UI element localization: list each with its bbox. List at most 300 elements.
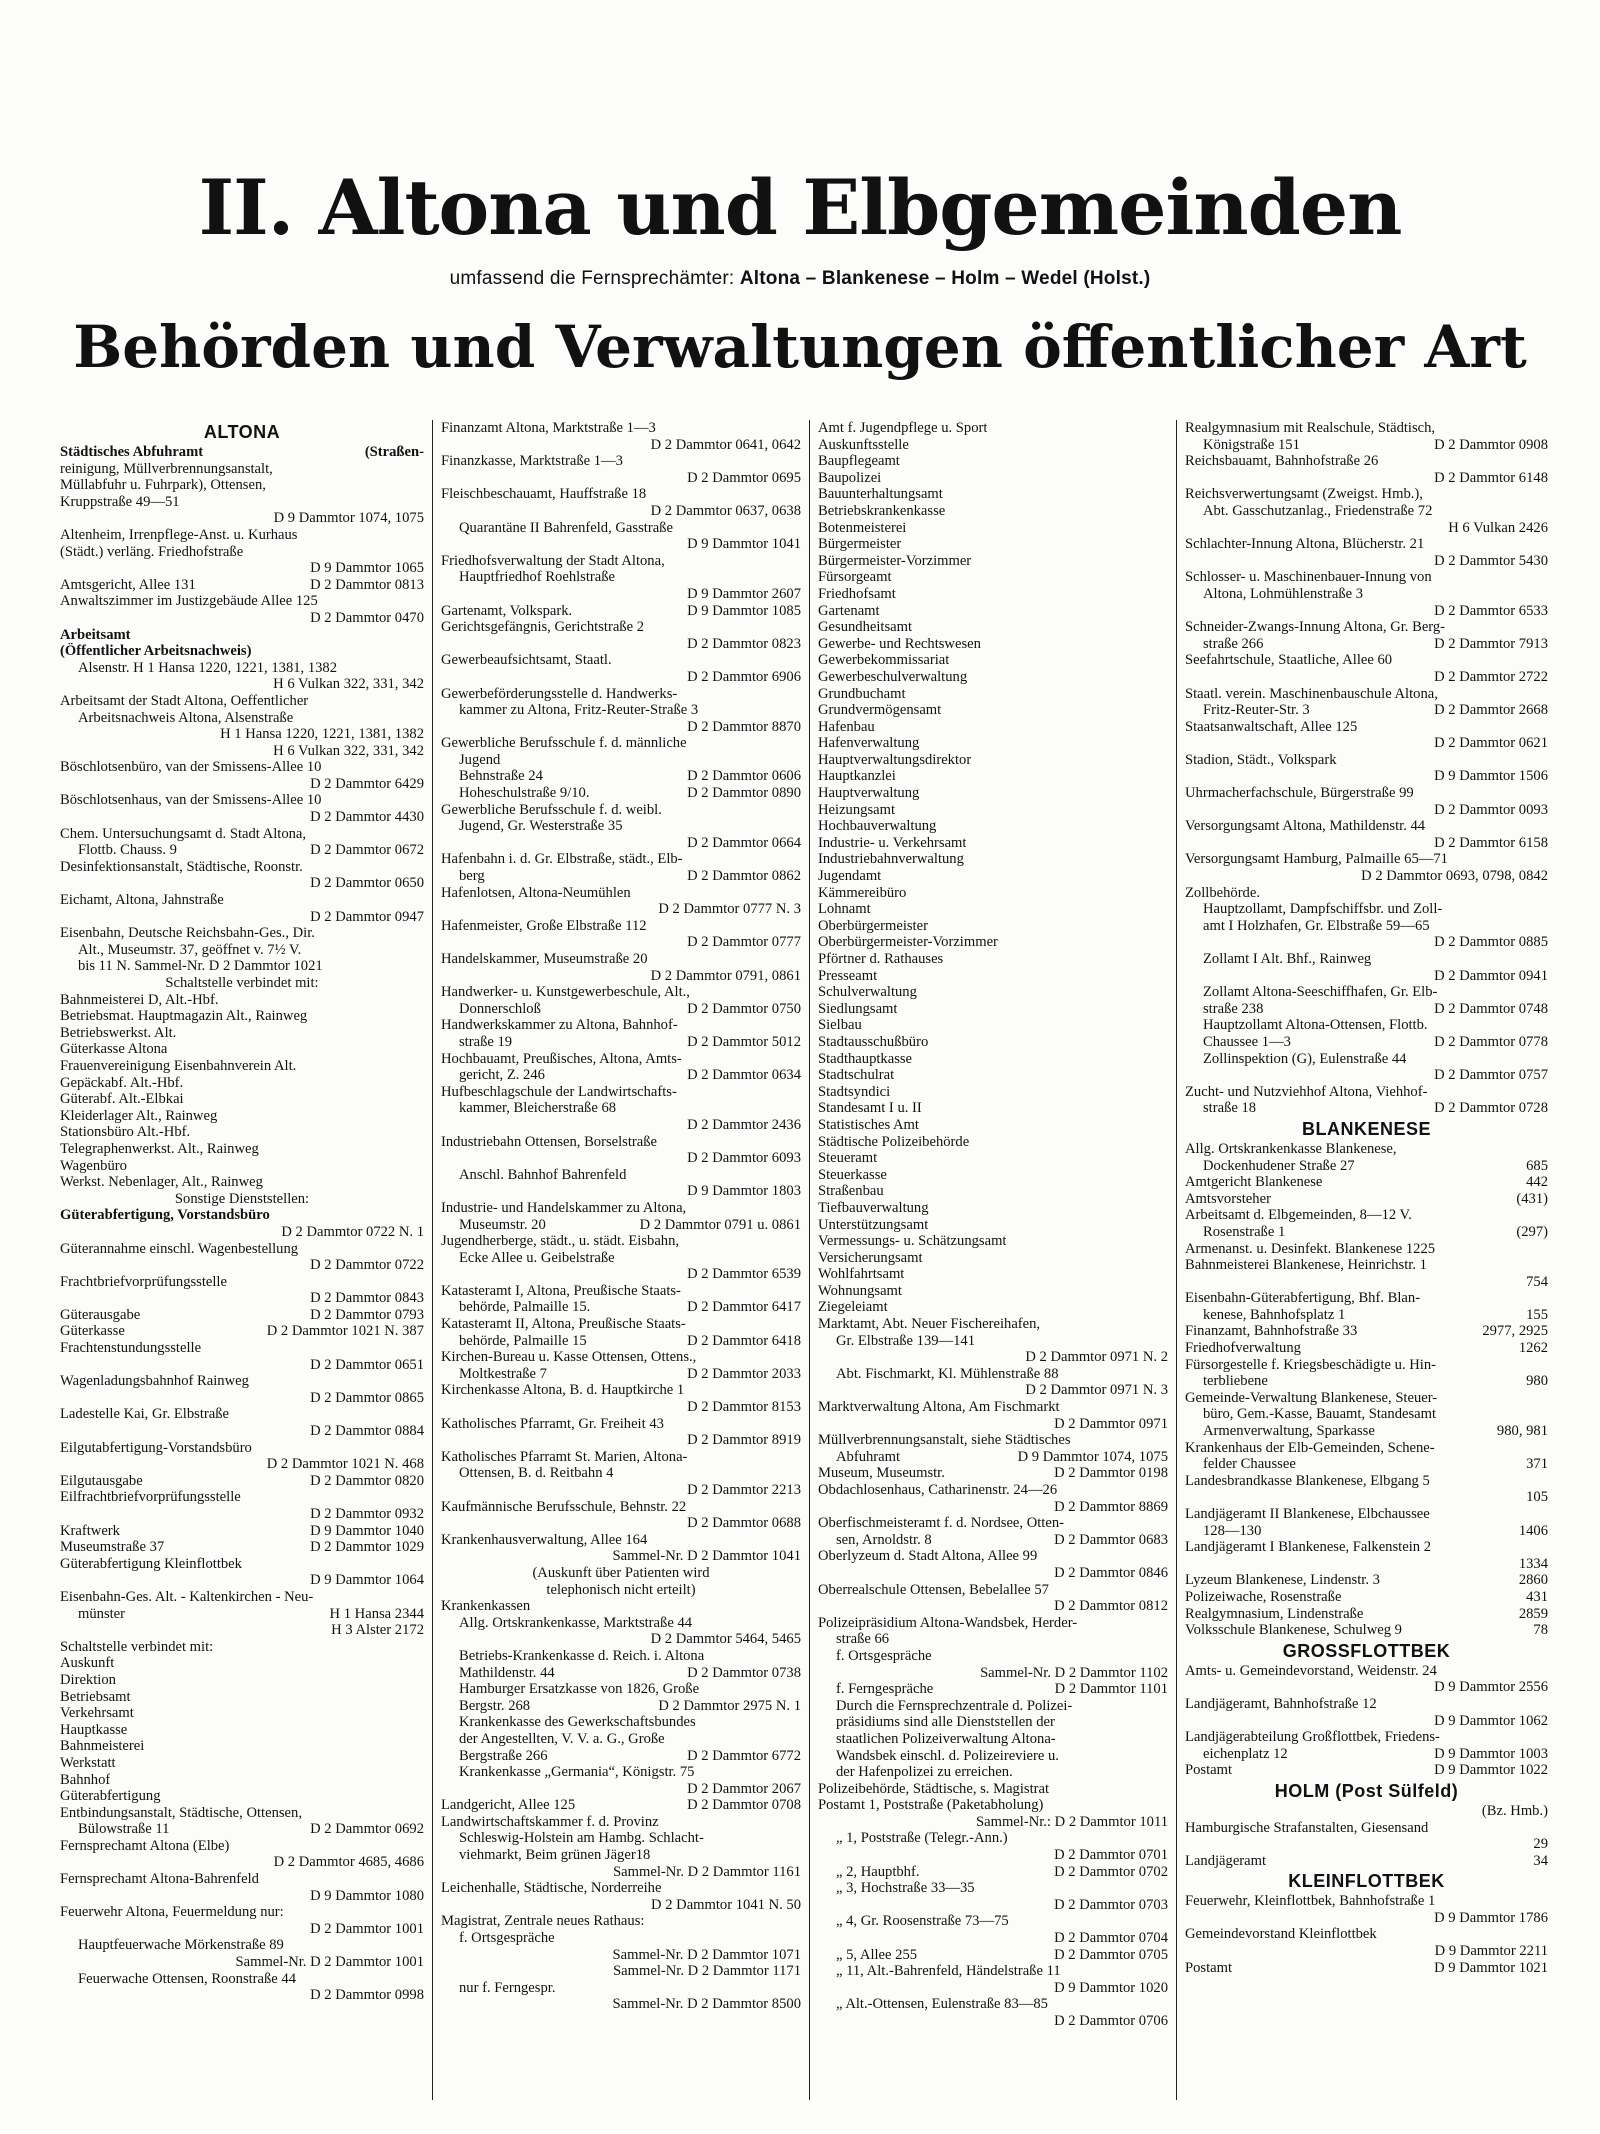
directory-entry: [1185, 1893, 1548, 1910]
directory-entry: [818, 1913, 1168, 1930]
entry-text: Katholisches Pfarramt St. Marien, Altona-: [441, 1448, 688, 1465]
entry-text: „ 1, Poststraße (Telegr.-Ann.): [836, 1830, 1008, 1847]
directory-entry: [441, 768, 801, 785]
directory-entry: [60, 693, 424, 710]
directory-entry: [1185, 752, 1548, 769]
entry-text: Hafenlotsen, Altona-Neumühlen: [441, 884, 631, 901]
entry-text: Ecke Allee u. Geibelstraße: [459, 1249, 615, 1266]
directory-entry: [1185, 984, 1548, 1001]
directory-entry: [441, 1399, 801, 1416]
entry-number: 980: [1526, 1373, 1548, 1390]
entry-text: nur f. Ferngespr.: [459, 1979, 556, 1996]
section-header: [1185, 1870, 1548, 1892]
entry-text: D 2 Dammtor 0701: [1054, 1847, 1168, 1864]
directory-entry: [60, 477, 424, 494]
directory-entry: [818, 984, 1168, 1001]
directory-entry: [818, 1366, 1168, 1383]
directory-entry: [818, 1200, 1168, 1217]
entry-number: 371: [1526, 1456, 1548, 1473]
directory-entry: [441, 1631, 801, 1648]
entry-text: Arbeitsamt: [60, 626, 131, 643]
directory-entry: [60, 593, 424, 610]
entry-text: Chaussee 1—3: [1203, 1033, 1291, 1050]
directory-entry: [60, 1207, 424, 1224]
entry-text: D 2 Dammtor 6539: [687, 1266, 801, 1283]
entry-text: D 2 Dammtor 0932: [310, 1506, 424, 1522]
entry-text: Gewerbliche Berufsschule f. d. weibl.: [441, 801, 662, 818]
entry-text: Finanzamt Altona, Marktstraße 1—3: [441, 420, 656, 436]
directory-entry: [60, 1390, 424, 1407]
directory-entry: [818, 569, 1168, 586]
directory-entry: [60, 1838, 424, 1855]
directory-column-1: [58, 420, 432, 2100]
directory-entry: [818, 868, 1168, 885]
entry-text: staatlichen Polizeiverwaltung Altona-: [836, 1730, 1056, 1747]
entry-text: Müllabfuhr u. Fuhrpark), Ottensen,: [60, 477, 266, 494]
entry-text: Heizungsamt: [818, 801, 896, 818]
entry-text: Gemeindevorstand Kleinflottbek: [1185, 1926, 1377, 1943]
entry-text: sen, Arnoldstr. 8: [836, 1531, 932, 1548]
entry-text: Betriebswerkst. Alt.: [60, 1024, 177, 1041]
entry-number: D 2 Dammtor 0606: [687, 768, 801, 785]
directory-entry: [818, 586, 1168, 603]
directory-entry: [441, 1100, 801, 1117]
directory-entry: [1185, 1960, 1548, 1977]
entry-text: Postamt: [1185, 1762, 1233, 1779]
entry-text: D 9 Dammtor 1020: [1054, 1979, 1168, 1996]
directory-entry: [441, 868, 801, 885]
directory-entry: [1185, 1572, 1548, 1589]
directory-entry: [818, 835, 1168, 852]
entry-text: Lohnamt: [818, 901, 871, 918]
directory-entry: [1185, 553, 1548, 570]
directory-entry: [818, 1217, 1168, 1234]
entry-text: behörde, Palmaille 15: [459, 1332, 587, 1349]
entry-text: Grundbuchamt: [818, 685, 906, 702]
directory-entry: [60, 726, 424, 743]
directory-entry: [441, 851, 801, 868]
entry-number: D 2 Dammtor 6772: [687, 1747, 801, 1764]
directory-entry: [441, 818, 801, 835]
entry-text: Güterausgabe: [60, 1306, 141, 1323]
directory-entry: [818, 453, 1168, 470]
directory-entry: [441, 1648, 801, 1665]
directory-entry: [441, 1963, 801, 1980]
entry-text: Versicherungsamt: [818, 1249, 923, 1266]
entry-text: straße 266: [1203, 635, 1264, 652]
directory-entry: [818, 1416, 1168, 1433]
entry-text: Gewerbe- und Rechtswesen: [818, 635, 981, 652]
directory-entry: [60, 1158, 424, 1175]
entry-text: Betriebsamt: [60, 1688, 131, 1705]
entry-text: straße 19: [459, 1033, 513, 1050]
entry-text: 1334: [1518, 1555, 1548, 1572]
directory-entry: [1185, 1017, 1548, 1034]
entry-text: D 2 Dammtor 8870: [687, 718, 801, 735]
entry-text: D 2 Dammtor 0695: [687, 469, 801, 486]
directory-entry: [441, 1134, 801, 1151]
section-header: [1185, 1640, 1548, 1662]
directory-entry: [60, 610, 424, 627]
directory-entry: [818, 1996, 1168, 2013]
entry-text: Postamt 1, Poststraße (Paketabholung): [818, 1797, 1044, 1814]
directory-entry: [60, 1025, 424, 1042]
entry-text: Quarantäne II Bahrenfeld, Gasstraße: [459, 519, 673, 536]
entry-number: (Straßen-: [364, 444, 424, 460]
directory-entry: [60, 1622, 424, 1639]
directory-entry: [441, 1582, 801, 1599]
directory-entry: [818, 1316, 1168, 1333]
entry-text: Realgymnasium, Lindenstraße: [1185, 1605, 1364, 1622]
entry-text: Kämmereibüro: [818, 884, 907, 901]
entry-text: H 6 Vulkan 2426: [1448, 519, 1548, 536]
entry-text: Hauptkasse: [60, 1721, 128, 1738]
directory-entry: [818, 752, 1168, 769]
entry-number: D 2 Dammtor 0738: [687, 1664, 801, 1681]
entry-text: Staatl. verein. Maschinenbauschule Altona,: [1185, 685, 1438, 702]
entry-text: Handelskammer, Museumstraße 20: [441, 951, 648, 967]
entry-text: Kruppstraße 49—51: [60, 493, 180, 510]
entry-text: Schaltstelle verbindet mit:: [165, 975, 319, 991]
entry-text: Pförtner d. Rathauses: [818, 951, 944, 967]
entry-text: D 2 Dammtor 0884: [310, 1423, 424, 1440]
directory-entry: [818, 1864, 1168, 1881]
entry-text: Baupflegeamt: [818, 453, 900, 470]
entry-text: Entbindungsanstalt, Städtische, Ottensen,: [60, 1804, 302, 1821]
entry-text: Sammel-Nr. D 2 Dammtor 8500: [612, 1996, 801, 2013]
entry-text: Rosenstraße 1: [1203, 1223, 1286, 1240]
directory-entry: [441, 1897, 801, 1914]
entry-text: berg: [459, 868, 485, 885]
entry-text: Museum, Museumstr.: [818, 1465, 945, 1482]
directory-entry: [818, 536, 1168, 553]
directory-entry: [60, 461, 424, 478]
directory-entry: [818, 1233, 1168, 1250]
entry-text: Königstraße 151: [1203, 436, 1300, 453]
entry-text: D 2 Dammtor 4430: [310, 809, 424, 826]
entry-text: Amtgericht Blankenese: [1185, 1174, 1323, 1191]
directory-entry: [441, 1532, 801, 1549]
directory-entry: [441, 1034, 801, 1051]
entry-text: Reichsverwertungsamt (Zweigst. Hmb.),: [1185, 486, 1423, 503]
directory-entry: [818, 1482, 1168, 1499]
directory-entry: [441, 984, 801, 1001]
entry-text: Kleiderlager Alt., Rainweg: [60, 1107, 218, 1124]
entry-number: D 2 Dammtor 0820: [310, 1472, 424, 1489]
directory-entry: [1185, 1836, 1548, 1853]
directory-entry: [818, 1084, 1168, 1101]
entry-text: Güterkasse: [60, 1323, 125, 1340]
entry-text: Ladestelle Kai, Gr. Elbstraße: [60, 1406, 229, 1423]
directory-entry: [818, 636, 1168, 653]
entry-text: Jugendamt: [818, 868, 882, 885]
directory-entry: [1185, 1926, 1548, 1943]
directory-column-4: [1176, 420, 1550, 2100]
directory-entry: [818, 1930, 1168, 1947]
directory-entry: [818, 1598, 1168, 1615]
directory-entry: [441, 1017, 801, 1034]
directory-entry: [441, 1150, 801, 1167]
entry-text: Güterkasse Altona: [60, 1041, 168, 1058]
page-title: II. Altona und Elbgemeinden: [198, 163, 1402, 252]
directory-entry: [60, 975, 424, 992]
directory-entry: [818, 1034, 1168, 1051]
directory-entry: [818, 1814, 1168, 1831]
entry-text: D 2 Dammtor 0688: [687, 1515, 801, 1532]
entry-text: Versorgungsamt Altona, Mathildenstr. 44: [1185, 818, 1426, 835]
entry-text: D 2 Dammtor 0941: [1434, 967, 1548, 984]
entry-number: D 2 Dammtor 1029: [310, 1539, 424, 1556]
entry-number: 1406: [1518, 1522, 1548, 1539]
entry-number: 980, 981: [1496, 1423, 1548, 1440]
entry-text: Museumstraße 37: [60, 1539, 165, 1556]
entry-text: Steueramt: [818, 1150, 878, 1167]
entry-text: f. Ortsgespräche: [836, 1647, 932, 1664]
entry-text: Schneider-Zwangs-Innung Altona, Gr. Berg-: [1185, 619, 1446, 636]
entry-text: D 2 Dammtor 0704: [1054, 1930, 1168, 1947]
entry-text: kammer, Bleicherstraße 68: [459, 1100, 617, 1117]
entry-text: büro, Gem.-Kasse, Bauamt, Standesamt: [1203, 1406, 1437, 1423]
entry-text: GROSSFLOTTBEK: [1282, 1640, 1451, 1661]
entry-text: Stadtschulrat: [818, 1067, 895, 1084]
directory-entry: [60, 1556, 424, 1573]
directory-entry: [1185, 536, 1548, 553]
entry-text: „ 5, Allee 255: [836, 1946, 918, 1963]
directory-entry: [441, 1299, 801, 1316]
entry-text: Direktion: [60, 1671, 116, 1688]
entry-text: Marktverwaltung Altona, Am Fischmarkt: [818, 1399, 1060, 1416]
entry-text: Hochbauamt, Preußisches, Altona, Amts-: [441, 1050, 682, 1067]
directory-entry: [1185, 1539, 1548, 1556]
directory-entry: [60, 892, 424, 909]
entry-text: Stadthauptkasse: [818, 1050, 913, 1067]
directory-entry: [1185, 1051, 1548, 1068]
entry-text: Dockenhudener Straße 27: [1203, 1157, 1355, 1174]
entry-text: Armenverwaltung, Sparkasse: [1203, 1423, 1375, 1440]
entry-text: Chem. Untersuchungsamt d. Stadt Altona,: [60, 825, 307, 842]
directory-entry: [60, 1075, 424, 1092]
entry-number: D 2 Dammtor 0750: [687, 1000, 801, 1017]
directory-entry: [818, 1565, 1168, 1582]
directory-entry: [60, 1008, 424, 1025]
entry-number: 2977, 2925: [1482, 1323, 1548, 1340]
entry-text: Seefahrtschule, Staatliche, Allee 60: [1185, 652, 1393, 669]
directory-entry: [441, 1864, 801, 1881]
entry-text: D 2 Dammtor 1041 N. 50: [651, 1896, 801, 1913]
entry-text: D 9 Dammtor 2211: [1434, 1943, 1548, 1960]
entry-text: Kaufmännische Berufsschule, Behnstr. 22: [441, 1498, 687, 1515]
directory-entry: [1185, 520, 1548, 537]
directory-entry: [818, 901, 1168, 918]
directory-entry: [60, 1722, 424, 1739]
entry-text: D 9 Dammtor 1041: [687, 536, 801, 553]
directory-entry: [1185, 1001, 1548, 1018]
entry-text: H 6 Vulkan 322, 331, 342: [273, 742, 424, 759]
entry-text: Arbeitsnachweis Altona, Alsenstraße: [78, 709, 294, 726]
directory-entry: [441, 1598, 801, 1615]
directory-entry: [60, 1971, 424, 1988]
entry-text: (Öffentlicher Arbeitsnachweis): [60, 643, 252, 660]
directory-entry: [1185, 1910, 1548, 1927]
directory-entry: [1185, 1853, 1548, 1870]
entry-text: D 2 Dammtor 0651: [310, 1356, 424, 1373]
entry-number: D 9 Dammtor 1022: [1434, 1762, 1548, 1779]
directory-entry: [818, 918, 1168, 935]
directory-entry: [60, 1589, 424, 1606]
directory-entry: [1185, 1034, 1548, 1051]
entry-text: Volksschule Blankenese, Schulweg 9: [1185, 1622, 1402, 1639]
directory-entry: [60, 527, 424, 544]
directory-entry: [60, 1041, 424, 1058]
entry-text: D 2 Dammtor 0637, 0638: [650, 502, 801, 519]
directory-entry: [818, 1051, 1168, 1068]
section-heading: Behörden und Verwaltungen öffentlicher Art: [73, 313, 1527, 381]
entry-text: Oberlyzeum d. Stadt Altona, Allee 99: [818, 1548, 1038, 1565]
directory-entry: [818, 1100, 1168, 1117]
entry-number: D 2 Dammtor 1101: [1054, 1681, 1168, 1698]
directory-entry: [60, 859, 424, 876]
entry-text: Zucht- und Nutzviehhof Altona, Viehhof-: [1185, 1083, 1428, 1100]
directory-entry: [60, 1539, 424, 1556]
directory-entry: [1185, 619, 1548, 636]
directory-entry: [441, 437, 801, 454]
directory-entry: [1185, 1440, 1548, 1457]
entry-text: D 2 Dammtor 0812: [1054, 1598, 1168, 1615]
entry-text: kenese, Bahnhofsplatz 1: [1203, 1306, 1346, 1323]
directory-entry: [60, 1440, 424, 1457]
entry-text: Abt. Fischmarkt, Kl. Mühlenstraße 88: [836, 1365, 1059, 1382]
directory-entry: [818, 1349, 1168, 1366]
entry-number: D 9 Dammtor 1021: [1434, 1959, 1548, 1976]
entry-text: Hauptkanzlei: [818, 768, 896, 785]
directory-entry: [60, 1755, 424, 1772]
directory-entry: [1185, 1523, 1548, 1540]
directory-entry: [441, 752, 801, 769]
entry-text: Hauptfriedhof Roehlstraße: [459, 569, 616, 586]
directory-entry: [60, 1888, 424, 1905]
entry-text: Katholisches Pfarramt, Gr. Freiheit 43: [441, 1415, 664, 1432]
directory-entry: [1185, 586, 1548, 603]
directory-entry: [60, 759, 424, 776]
entry-text: Landjägeramt, Bahnhofstraße 12: [1185, 1695, 1377, 1712]
entry-text: Güterabf. Alt.-Elbkai: [60, 1091, 184, 1108]
entry-text: Durch die Fernsprechzentrale d. Polizei-: [836, 1697, 1073, 1714]
directory-entry: [60, 1772, 424, 1789]
entry-text: Gartenamt, Volkspark.: [441, 602, 573, 619]
entry-text: D 9 Dammtor 1803: [687, 1183, 801, 1200]
entry-text: Finanzamt, Bahnhofstraße 33: [1185, 1323, 1358, 1340]
entry-text: kammer zu Altona, Fritz-Reuter-Straße 3: [459, 702, 699, 719]
entry-text: Jugendherberge, städt., u. städt. Eisbahn,: [441, 1233, 680, 1250]
directory-entry: [1185, 1323, 1548, 1340]
entry-text: Bahnhof: [60, 1771, 111, 1788]
entry-text: D 2 Dammtor 2067: [687, 1780, 801, 1797]
directory-entry: [441, 1416, 801, 1433]
entry-text: Abt. Gasschutzanlag., Friedenstraße 72: [1203, 502, 1433, 519]
entry-text: (Auskunft über Patienten wird: [532, 1564, 710, 1581]
entry-text: Steuerkasse: [818, 1166, 887, 1183]
entry-number: D 2 Dammtor 2033: [687, 1365, 801, 1382]
entry-text: Landjägeramt II Blankenese, Elbchaussee: [1185, 1506, 1430, 1522]
entry-text: „ 11, Alt.-Bahrenfeld, Händelstraße 11: [836, 1963, 1061, 1980]
directory-entry: [1185, 1373, 1548, 1390]
directory-entry: [1185, 1067, 1548, 1084]
directory-entry: [818, 1333, 1168, 1350]
directory-entry: [60, 1340, 424, 1357]
entry-text: Wagenbüro: [60, 1157, 127, 1174]
directory-entry: [818, 885, 1168, 902]
directory-entry: [441, 735, 801, 752]
entry-text: Verkehrsamt: [60, 1705, 134, 1722]
directory-entry: [1185, 951, 1548, 968]
directory-entry: [441, 702, 801, 719]
entry-text: Donnerschloß: [459, 1000, 541, 1017]
entry-text: Museumstr. 20: [459, 1216, 546, 1233]
entry-text: Güterabfertigung, Vorstandsbüro: [60, 1207, 270, 1224]
entry-text: Finanzkasse, Marktstraße 1—3: [441, 453, 623, 470]
entry-text: der Hafenpolizei zu erreichen.: [836, 1764, 1013, 1781]
entry-text: „ 4, Gr. Roosenstraße 73—75: [836, 1913, 1009, 1930]
entry-text: (Bz. Hmb.): [1481, 1802, 1548, 1819]
directory-entry: [441, 719, 801, 736]
entry-number: 34: [1533, 1852, 1548, 1869]
entry-text: Wohnungsamt: [818, 1282, 902, 1299]
directory-entry: [60, 875, 424, 892]
directory-entry: [441, 1183, 801, 1200]
entry-number: D 2 Dammtor 0692: [310, 1821, 424, 1838]
directory-entry: [818, 1465, 1168, 1482]
directory-entry: [818, 1781, 1168, 1798]
entry-text: Auskunft: [60, 1655, 115, 1672]
entry-text: BLANKENESE: [1301, 1118, 1431, 1139]
entry-number: D 2 Dammtor 7913: [1434, 635, 1548, 652]
directory-entry: [441, 1465, 801, 1482]
directory-entry: [60, 1274, 424, 1291]
entry-text: Werkstatt: [60, 1754, 116, 1771]
directory-entry: [1185, 486, 1548, 503]
directory-entry: [60, 809, 424, 826]
directory-entry: [818, 1399, 1168, 1416]
directory-entry: [60, 958, 424, 975]
entry-text: Bürgermeister: [818, 536, 902, 553]
entry-number: D 9 Dammtor 1074, 1075: [1017, 1448, 1168, 1465]
directory-entry: [60, 1241, 424, 1258]
directory-entry: [818, 669, 1168, 686]
directory-entry: [60, 510, 424, 527]
directory-entry: [1185, 802, 1548, 819]
entry-text: eichenplatz 12: [1203, 1745, 1288, 1762]
directory-entry: [441, 1499, 801, 1516]
entry-text: Landjägerabteilung Großflottbek, Friedens-: [1185, 1729, 1440, 1746]
directory-entry: [1185, 768, 1548, 785]
entry-text: Güterabfertigung: [60, 1788, 161, 1805]
entry-text: H 3 Alster 2172: [331, 1622, 424, 1639]
directory-entry: [60, 1124, 424, 1141]
directory-entry: [441, 1714, 801, 1731]
entry-number: D 2 Dammtor 0748: [1434, 1000, 1548, 1017]
entry-text: Polizeibehörde, Städtische, s. Magistrat: [818, 1780, 1050, 1797]
entry-text: D 2 Dammtor 0703: [1054, 1896, 1168, 1913]
directory-entry: [441, 1051, 801, 1068]
directory-entry: [441, 835, 801, 852]
directory-entry: [441, 1731, 801, 1748]
directory-entry: [60, 1091, 424, 1108]
directory-entry: [60, 925, 424, 942]
directory-entry: [60, 1406, 424, 1423]
entry-text: Bülowstraße 11: [78, 1821, 170, 1838]
directory-entry: [441, 885, 801, 902]
directory-entry: [60, 1191, 424, 1208]
